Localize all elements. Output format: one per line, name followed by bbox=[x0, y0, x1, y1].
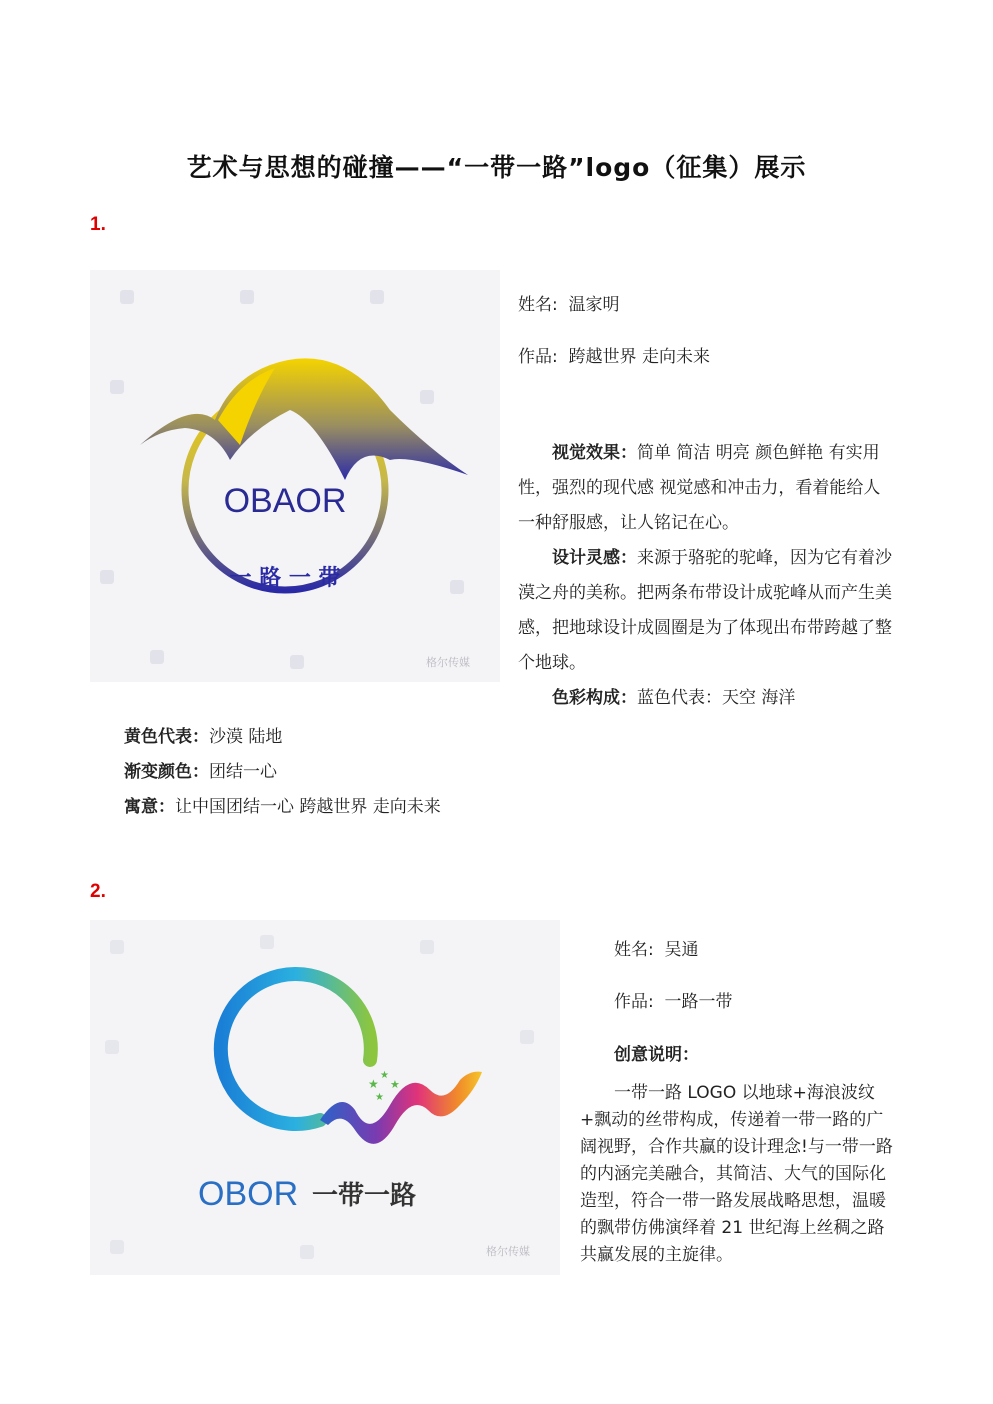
entry-2-idea-label: 创意说明： bbox=[614, 1045, 699, 1065]
entry-1-description: 视觉效果：简单 简洁 明亮 颜色鲜艳 有实用性，强烈的现代感 视觉感和冲击力，看着能给人一种舒服感，让人铭记在心。 设计灵感：来源于骆驼的驼峰，因为它有着沙漠之舟的美称。把两条布带设计成驼峰从而产生美感，把地球设计成圆圈是为了体现出布带跨越了整个地球。 色彩构成：蓝色代表：天空 海洋 bbox=[518, 443, 892, 708]
logo-image-2 bbox=[90, 920, 560, 1275]
logo-1-watermark: 格尔传媒 bbox=[426, 656, 470, 669]
logo-2-watermark: 格尔传媒 bbox=[486, 1245, 530, 1258]
entry-1-meaning-row: 寓意：让中国团结一心 跨越世界 走向未来 bbox=[124, 797, 441, 817]
entry-1-yellow-row: 黄色代表：沙漠 陆地 bbox=[124, 727, 283, 747]
logo-1-sub-text: 一 路 一 带 bbox=[229, 566, 341, 591]
entry-1-gradient-row: 渐变颜色：团结一心 bbox=[124, 762, 277, 782]
entry-2-work-row: 作品: 一路一带 bbox=[614, 992, 733, 1012]
obaor-logo bbox=[90, 270, 500, 682]
logo-2-sub-text: 一带一路 bbox=[312, 1181, 417, 1211]
entry-number-2: 2. bbox=[90, 881, 106, 902]
entry-number-1: 1. bbox=[90, 214, 106, 235]
logo-2-mark-text: OBOR bbox=[198, 1175, 299, 1213]
logo-image-1 bbox=[90, 270, 500, 682]
obor-logo bbox=[90, 920, 560, 1275]
page-title: 艺术与思想的碰撞——“一带一路”logo（征集）展示 bbox=[186, 153, 807, 182]
svg-text:★: ★ bbox=[375, 1092, 384, 1103]
logo-1-mark-text: OBAOR bbox=[223, 482, 347, 520]
svg-text:★: ★ bbox=[368, 1077, 379, 1091]
svg-text:★: ★ bbox=[380, 1070, 389, 1081]
entry-2-name-row: 姓名: 吴通 bbox=[614, 940, 699, 960]
entry-1-name-row: 姓名: 温家明 bbox=[518, 295, 620, 315]
entry-2-idea-text: 一带一路 LOGO 以地球+海浪波纹+飘动的丝带构成，传递着一带一路的广阔视野，合作共赢的设计理念!与一带一路的内涵完美融合，其简洁、大气的国际化造型，符合一带一路发展战略思想，温暖的飘带仿佛演绎着 21 世纪海上丝稠之路共赢发展的主旋律。 bbox=[580, 1083, 893, 1265]
entry-1-work-row: 作品: 跨越世界 走向未来 bbox=[518, 347, 710, 367]
svg-text:★: ★ bbox=[390, 1078, 400, 1091]
